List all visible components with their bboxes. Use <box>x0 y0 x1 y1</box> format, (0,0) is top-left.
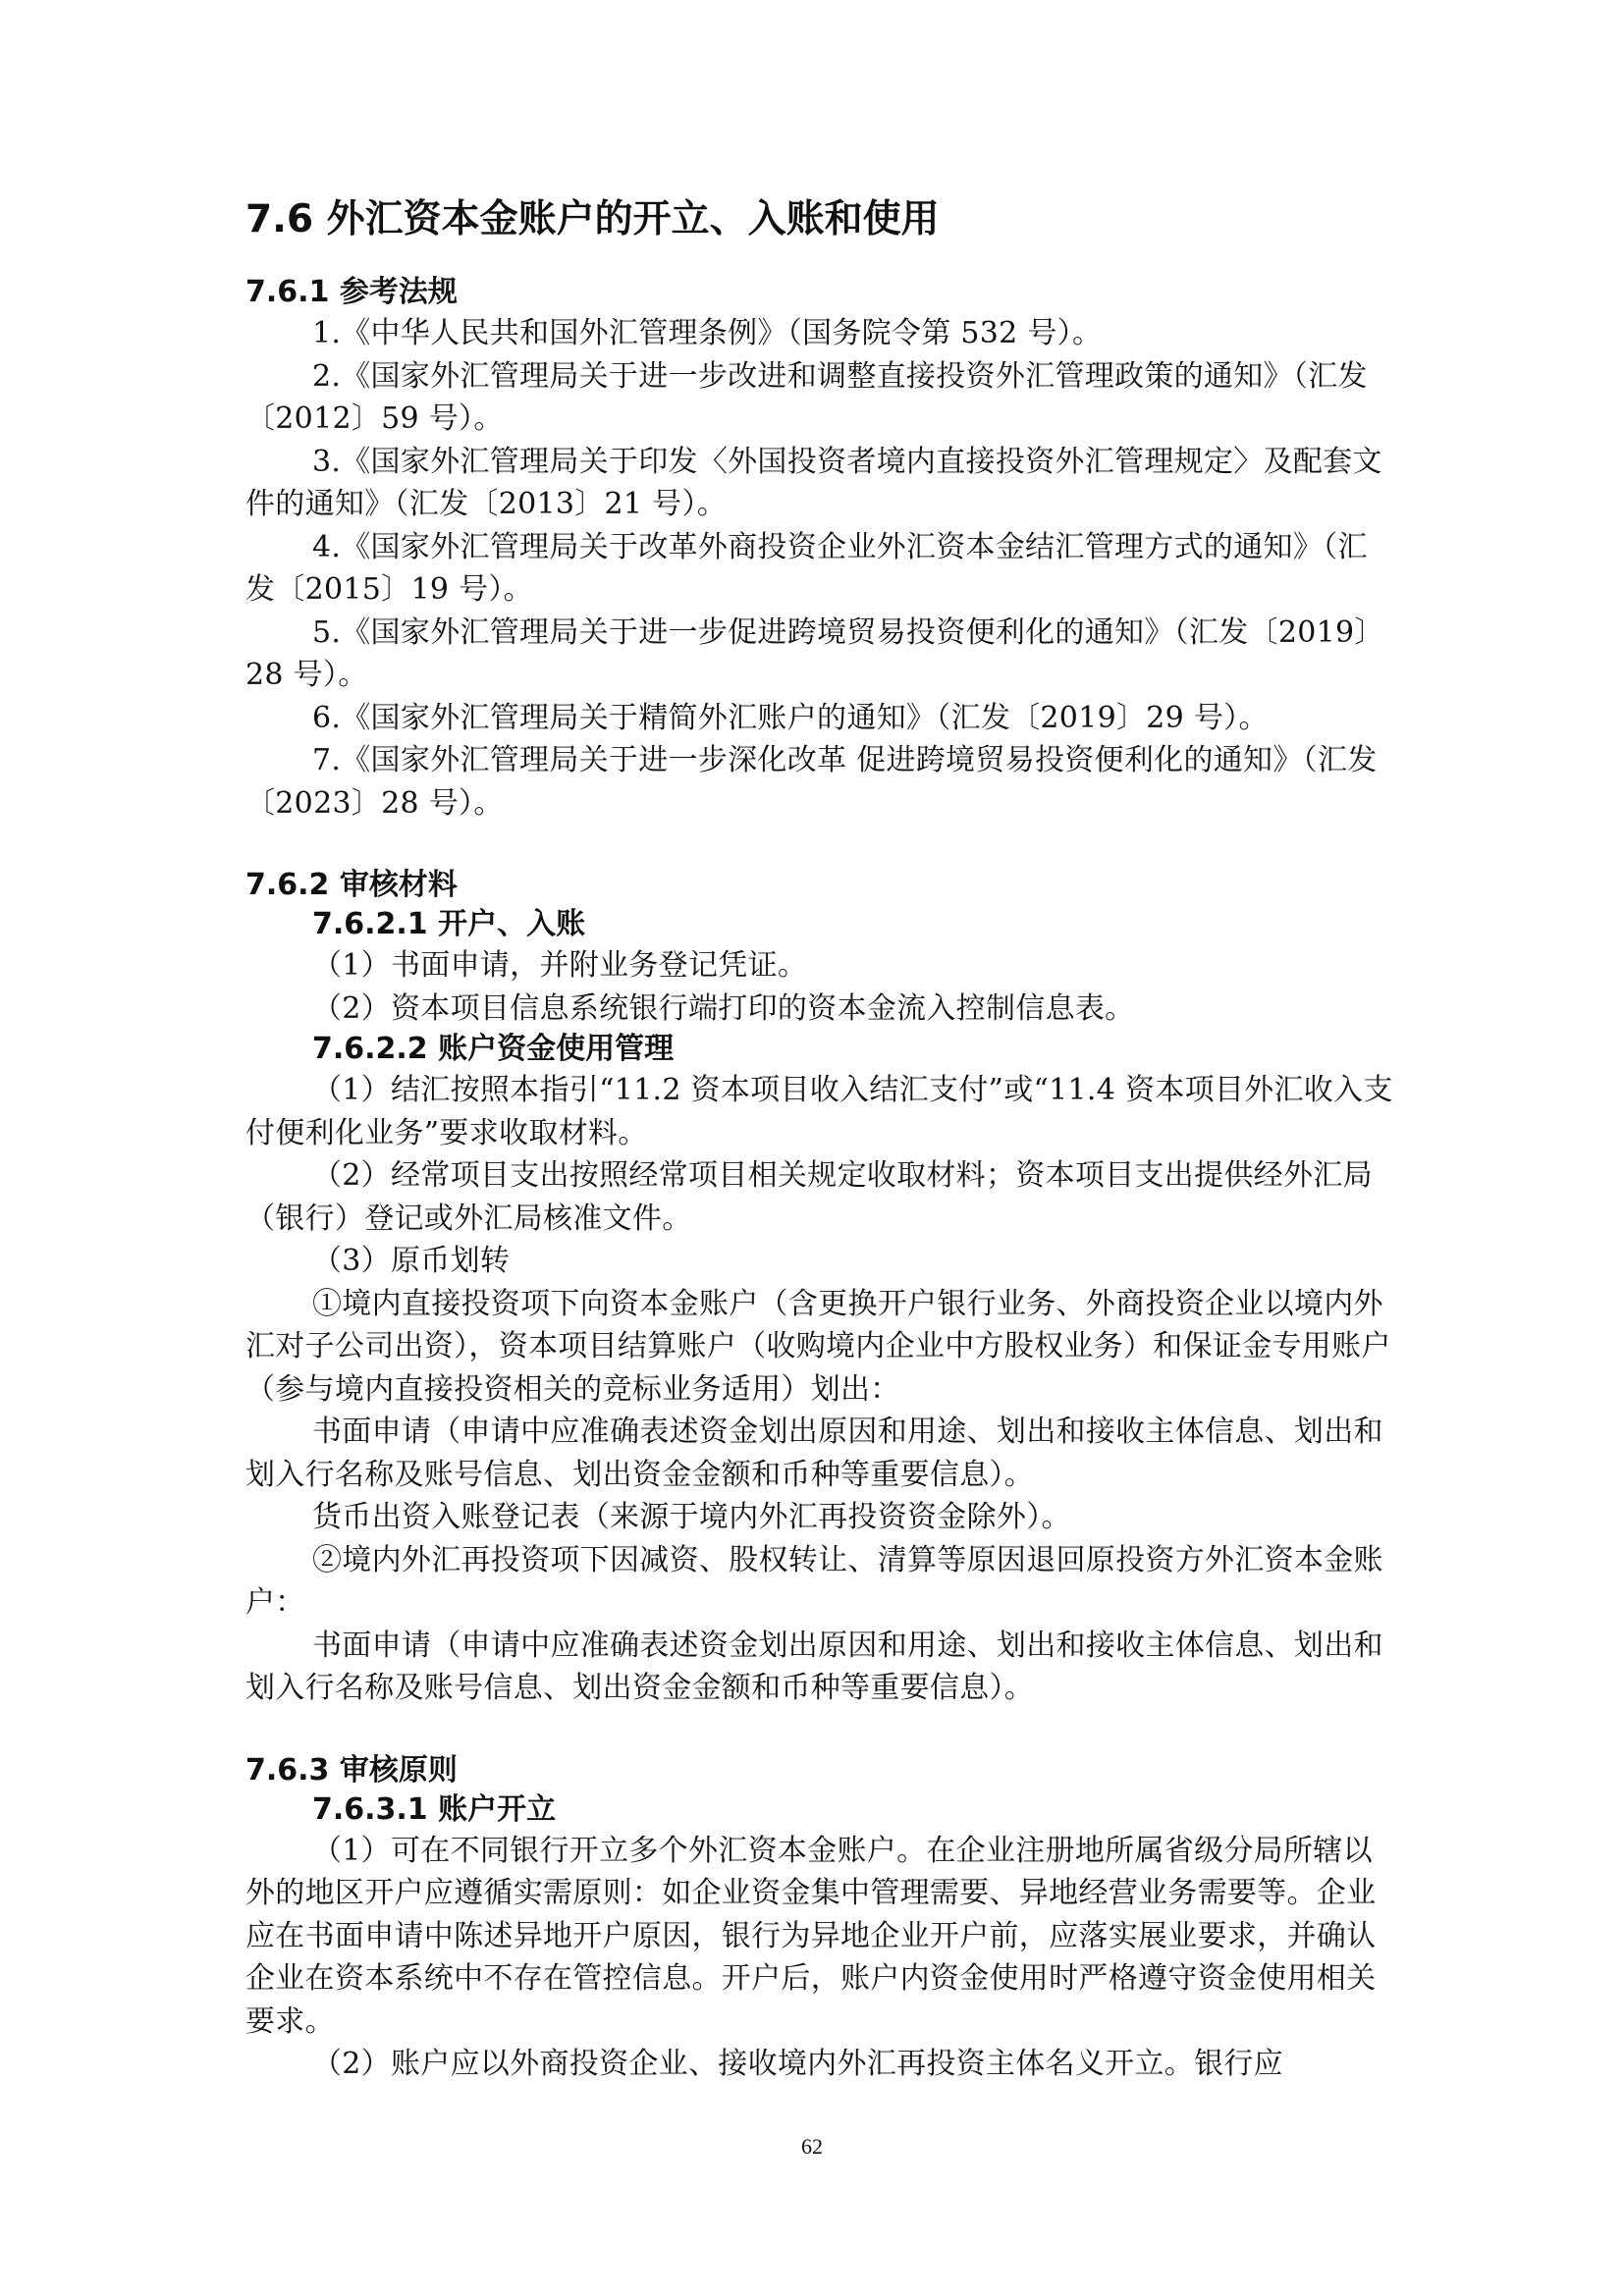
spacer <box>245 1710 1394 1751</box>
heading-7-6-3: 7.6.3 审核原则 <box>245 1752 458 1788</box>
reference-item-3: 3.《国家外汇管理局关于印发〈外国投资者境内直接投资外汇管理规定〉及配套文件的通知》（汇发〔2013〕21 号）。 <box>245 444 1382 521</box>
reference-item-7: 7.《国家外汇管理局关于进一步深化改革 促进跨境贸易投资便利化的通知》（汇发〔2023〕28 号）。 <box>245 743 1378 821</box>
heading-7-6-2-2: 7.6.2.2 账户资金使用管理 <box>312 1032 675 1066</box>
paragraph: （1）书面申请，并附业务登记凭证。 <box>312 948 808 983</box>
heading-7-6-3-1: 7.6.3.1 账户开立 <box>312 1791 557 1827</box>
paragraph: （1）可在不同银行开立多个外汇资本金账户。在企业注册地所属省级分局所辖以外的地区开户应遵循实需原则：如企业资金集中管理需要、异地经营业务需要等。企业应在书面申请中陈述异地开户原因，银行为异地企业开户前，应落实展业要求，并确认企业在资本系统中不存在管控信息。开户后，账户内资金使用时严格遵守资金使用相关要求。 <box>245 1833 1377 2039</box>
heading-7-6-2: 7.6.2 审核材料 <box>245 868 458 902</box>
reference-item-1: 1.《中华人民共和国外汇管理条例》（国务院令第 532 号）。 <box>312 316 1103 350</box>
document-page <box>245 192 1394 2086</box>
paragraph: ①境内直接投资项下向资本金账户（含更换开户银行业务、外商投资企业以境内外汇对子公司出资），资本项目结算账户（收购境内企业中方股权业务）和保证金专用账户（参与境内直接投资相关的竞标业务适用）划出： <box>245 1286 1391 1407</box>
paragraph: （1）结汇按照本指引“11.2 资本项目收入结汇支付”或“11.4 资本项目外汇收入支付便利化业务”要求收取材料。 <box>245 1073 1393 1150</box>
section-heading-7-6: 7.6 外汇资本金账户的开立、入账和使用 <box>245 197 940 241</box>
heading-7-6-1: 7.6.1 参考法规 <box>245 275 458 309</box>
reference-item-5: 5.《国家外汇管理局关于进一步促进跨境贸易投资便利化的通知》（汇发〔2019〕28 号）。 <box>245 614 1384 692</box>
paragraph: 书面申请（申请中应准确表述资金划出原因和用途、划出和接收主体信息、划出和划入行名称及账号信息、划出资金金额和币种等重要信息）。 <box>245 1415 1383 1492</box>
paragraph: （3）原币划转 <box>312 1244 511 1278</box>
paragraph: （2）资本项目信息系统银行端打印的资本金流入控制信息表。 <box>312 990 1135 1026</box>
reference-item-2: 2.《国家外汇管理局关于进一步改进和调整直接投资外汇管理政策的通知》（汇发〔2012〕59 号）。 <box>245 358 1368 436</box>
paragraph: 书面申请（申请中应准确表述资金划出原因和用途、划出和接收主体信息、划出和划入行名称及账号信息、划出资金金额和币种等重要信息）。 <box>245 1628 1383 1705</box>
spacer <box>245 825 1394 866</box>
reference-item-4: 4.《国家外汇管理局关于改革外商投资企业外汇资本金结汇管理方式的通知》（汇发〔2015〕19 号）。 <box>245 529 1368 607</box>
paragraph: （2）账户应以外商投资企业、接收境内外汇再投资主体名义开立。银行应 <box>312 2047 1283 2081</box>
reference-item-6: 6.《国家外汇管理局关于精简外汇账户的通知》（汇发〔2019〕29 号）。 <box>312 700 1269 735</box>
paragraph: 货币出资入账登记表（来源于境内外汇再投资资金除外）。 <box>312 1500 1071 1534</box>
heading-7-6-2-1: 7.6.2.1 开户、入账 <box>312 907 586 941</box>
paragraph: （2）经常项目支出按照经常项目相关规定收取材料；资本项目支出提供经外汇局（银行）登记或外汇局核准文件。 <box>245 1158 1373 1236</box>
paragraph: ②境内外汇再投资项下因减资、股权转让、清算等原因退回原投资方外汇资本金账户： <box>245 1542 1383 1620</box>
page-number: 62 <box>801 2134 823 2159</box>
